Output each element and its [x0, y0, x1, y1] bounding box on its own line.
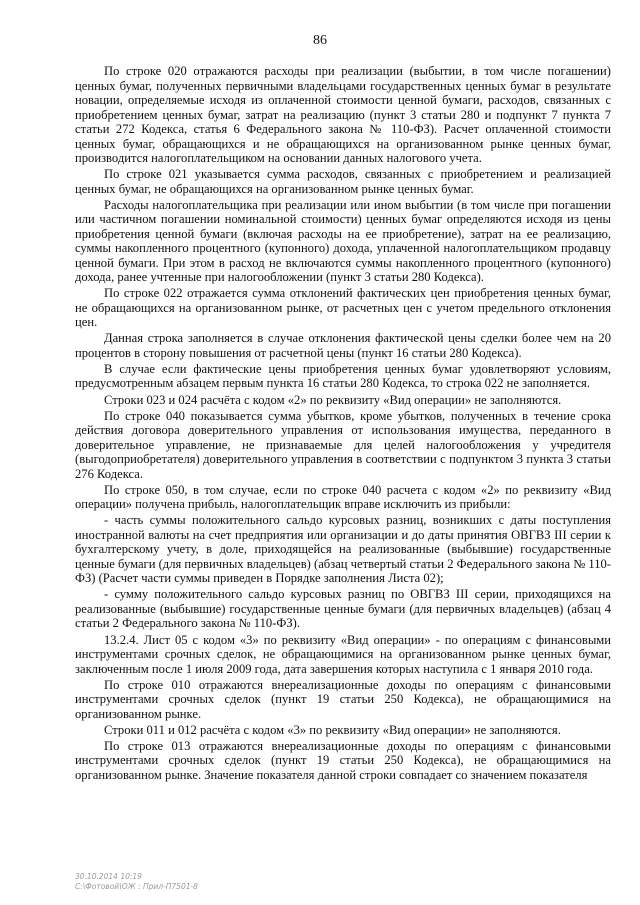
footer-timestamp: 30.10.2014 10:19 [75, 872, 142, 881]
paragraph: Строки 023 и 024 расчёта с кодом «2» по реквизиту «Вид операции» не заполняются. [104, 392, 562, 407]
paragraph: По строке 021 указывается сумма расходов, связанных с приобретением и реализацией ценных бумаг, не обращающихся на организованном рынке ценных бумаг. [75, 167, 611, 196]
section-heading-paragraph: 13.2.4. Лист 05 с кодом «3» по реквизиту «Вид операции» - по операциям с финансовыми инструментами срочных сделок, не обращающимися на организованном рынке ценных бумаг, заключенным после 1 июля 2009 года, дата завершения которых наступила с 1 января 2010 года. [75, 632, 611, 676]
paragraph: Строки 011 и 012 расчёта с кодом «3» по реквизиту «Вид операции» не заполняются. [104, 722, 561, 737]
footer-file-path: С:\Фотовой\ОЖ : Прил-П7501-8 [75, 881, 198, 891]
paragraph: По строке 010 отражаются внереализационные доходы по операциям с финансовыми инструментами срочных сделок (пункт 19 статьи 250 Кодекса), не обращающимися на организованном рынке. [75, 677, 611, 721]
paragraph: По строке 022 отражается сумма отклонений фактических цен приобретения ценных бумаг, не обращающихся на организованном рынке, от расчетных цен с учетом предельного отклонения цен. [75, 286, 611, 330]
paragraph: По строке 050, в том случае, если по строке 040 расчета с кодом «2» по реквизиту «Вид операции» получена прибыль, налогоплательщик вправе исключить из прибыли: [75, 482, 611, 512]
paragraph: Данная строка заполняется в случае отклонения фактической цены сделки более чем на 20 процентов в сторону повышения от расчетной цены (пункт 16 статьи 280 Кодекса). [75, 331, 611, 360]
paragraph: В случае если фактические цены приобретения ценных бумаг удовлетворяют условиям, предусмотренным абзацем первым пункта 16 статьи 280 Кодекса, то строка 022 не заполняется. [75, 361, 611, 391]
paragraph: По строке 020 отражаются расходы при реализации (выбытии, в том числе погашении) ценных бумаг, полученных первичными владельцами государственных ценных бумаг в результате новации, определяемые исходя из оплаченной стоимости ценной бумаги, расходов, связанных с приобретением ценных бумаг, затрат на реализацию (пункт 3 статьи 280 и подпункт 7 пункта 7 статьи 272 Кодекса, статья 6 Федерального закона № 110-ФЗ). Расчет оплаченной стоимости ценных бумаг, обращающихся и не обращающихся на организованном рынке ценных бумаг, производится налогоплательщиком на основании данных налогового учета. [75, 64, 611, 165]
page-number: 86 [313, 33, 327, 48]
paragraph: По строке 013 отражаются внереализационные доходы по операциям с финансовыми инструментами срочных сделок (пункт 19 статьи 250 Кодекса), не обращающимися на организованном рынке. Значение показателя данной строки совпадает со значением показателя [75, 738, 611, 782]
list-item: - сумму положительного сальдо курсовых разниц по ОВГВЗ III серии, приходящихся на реализованные (выбывшие) государственные ценные бумаги (для первичных владельцев) (абзац 4 статьи 2 Федерального закона № 110-ФЗ). [75, 587, 611, 631]
paragraph: По строке 040 показывается сумма убытков, кроме убытков, полученных в течение срока действия договора доверительного управления от использования имущества, переданного в доверительное управление, не признаваемые для целей налогообложения у учредителя (выгодоприобретателя) доверительного управления в соответствии с подпунктом 3 пункта 3 статьи 276 Кодекса. [75, 408, 611, 481]
document-body [75, 64, 611, 784]
footer-stamp [75, 872, 198, 891]
paragraph: Расходы налогоплательщика при реализации или ином выбытии (в том числе при погашении или частичном погашении номинальной стоимости) ценных бумаг определяются исходя из цены приобретения ценной бумаги (включая расходы на ее приобретение), затрат на ее реализацию, суммы накопленного процентного (купонного) дохода, уплаченной налогоплательщиком продавцу ценной бумаги. При этом в расход не включаются суммы накопленного процентного (купонного) дохода, ранее учтенные при налогообложении (пункт 3 статьи 280 Кодекса). [75, 197, 611, 285]
list-item: - часть суммы положительного сальдо курсовых разниц, возникших с даты поступления иностранной валюты на счет предприятия или организации и до даты принятия ОВГВЗ III серии к бухгалтерскому учету, в доле, приходящейся на реализованные (выбывшие) государственные ценные бумаги (для первичных владельцев) (абзац четвертый статьи 2 Федерального закона № 110-ФЗ) (Расчет части суммы приведен в Порядке заполнения Листа 02); [75, 513, 611, 586]
